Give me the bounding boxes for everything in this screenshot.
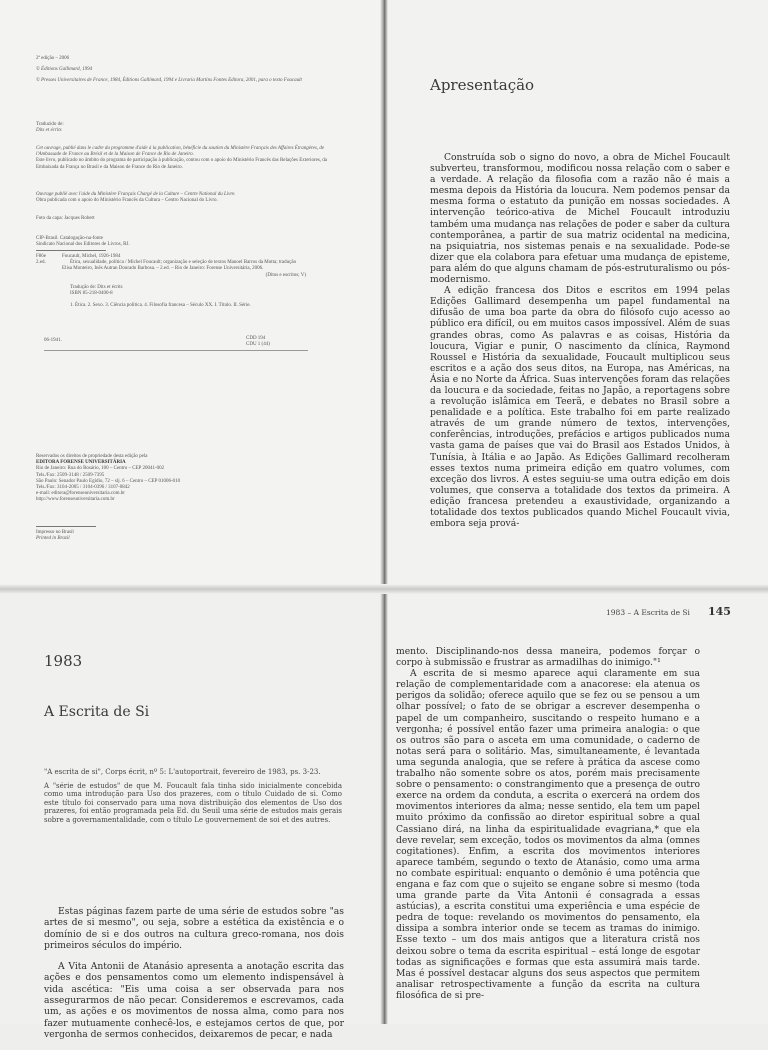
- program-portuguese: Este livro, publicado no âmbito do programa de participação à publicação, contou com o apoio do Ministério Francês das Relações Exteriores, da Embaixada da França no Brasil e da Maison de France do Rio de Janeiro.: [36, 158, 328, 170]
- catalog-series: (Ditos e escritos; V): [265, 272, 306, 278]
- cip-rule: [36, 250, 106, 251]
- translated-from-title: Dits et écrits: [36, 128, 62, 134]
- printed-block: [36, 530, 336, 542]
- program-french: Cet ouvrage, publié dans le cadre du programme d'aide à la publication, bénéficie du soutien du Ministère Français des Affaires Étrangères, de l'Ambassade de France au Brésil et de la Maison de France de Rio de Janeiro.: [36, 146, 325, 158]
- printed-pt: Impresso no Brasil: [36, 530, 74, 535]
- catalog-number: [44, 338, 104, 344]
- cip-line-2: Sindicato Nacional dos Editores de Livros, RJ.: [36, 242, 130, 248]
- support-portuguese: Obra publicada com o apoio do Ministério Francês da Cultura – Centro Nacional do Livro.: [36, 198, 218, 204]
- rio-address: Rio de Janeiro: Rua do Rosário, 100 – Centro – CEP 20041-002: [36, 466, 165, 472]
- translated-from-label: Traduzido de:: [36, 122, 64, 127]
- catalog-bottom-rule: [44, 350, 308, 351]
- continuation-body: [396, 646, 700, 1001]
- cdd: CDD 194: [246, 336, 266, 341]
- copyright-puf: © Presses Universitaires de France, 1984, Éditions Gallimard, 1994 e Livraria Martins Fontes Editora, 2001, para o texto Foucault: [36, 78, 302, 84]
- catalog-description: Ética, sexualidade, política / Michel Foucault; organização e seleção de textos Manoel Barros da Motta; tradução Elisa Monteiro, Inês Autran Dourado Barbosa. – 2.ed. – Rio de Janeiro: Forense Universitária, 2006.: [62, 260, 297, 272]
- source-note: "A escrita de si", Corps écrit, nº 5: L'autoportrait, fevereiro de 1983, ps. 3-23.: [44, 768, 321, 776]
- publisher-email: e-mail: editora@forenseuniversitaria.com.br: [36, 491, 125, 497]
- printed-en: Printed in Brazil: [36, 536, 70, 542]
- series-note: A "série de estudos" de que M. Foucault fala tinha sido inicialmente concebida como uma introdução para Uso dos prazeres, com o título Cuidado de si. Como este título foi conservado para uma nova distribuição dos elementos de Uso dos prazeres, foi então programada pela Ed. du Seuil uma série de estudos mais gerais sobre a governamentalidade, com o título Le gouvernement de soi et des autres.: [44, 782, 342, 824]
- cover-photo-text: Foto da capa: Jacques Robert: [36, 216, 95, 221]
- sp-address: São Paulo: Senador Paulo Egídio, 72 – slj. 6 – Centro – CEP 01006-010: [36, 478, 181, 484]
- copyright-gallimard: © Éditions Gallimard, 1994: [36, 67, 93, 73]
- page-number: 145: [708, 605, 731, 618]
- apresentacao-body: [430, 152, 730, 529]
- publisher-name: EDITORA FORENSE UNIVERSITÁRIA: [36, 460, 126, 466]
- apresentacao-paragraph-1: Construída sob o signo do novo, a obra de Michel Foucault subverteu, transformou, modificou nossa relação com o saber e a verdade. A relação da filosofia com a razão não é mais a mesma depois da História da loucura. Nem podemos pensar da mesma forma o estatuto da punição em nossas sociedades. A intervenção teórico-ativa de Michel Foucault introduziu também uma mudança nas relações de poder e saber da cultura contemporânea, a partir de sua matriz ocidental na medicina, na psiquiatria, nos sistemas penais e na sexualidade. Pode-se dizer que ela colabora para efetuar uma mudança de episteme, para além do que alguns chamam de pós-estruturalismo ou pós-modernismo.: [430, 152, 730, 286]
- catalog-author: Foucault, Michel, 1926-1984: [62, 254, 121, 259]
- catalog-code-1: F86e: [36, 254, 46, 259]
- continuation-paragraph-2: A escrita de si mesmo aparece aqui claramente em sua relação de complementaridade com a anacorese: ela atenua os perigos da solidão; oferece aquilo que se fez ou se pensou a um olhar possível; o fato de se obrigar a escrever desempenha o papel de um companheiro, suscitando o respeito humano e a vergonha; é possível então fazer uma primeira analogia: o que os outros são para o asceta em uma comunidade, o caderno de notas será para o solitário. Mas, simultaneamente, é levantada uma segunda analogia, que se refere à prática da ascese como trabalho não somente sobre os atos, porém mais precisamente sobre o pensamento: o constrangimento que a presença de outro exerce na ordem da conduta, a escrita o exercerá na ordem dos movimentos interiores da alma; nesse sentido, ela tem um papel muito próximo da confissão ao diretor espiritual sobre a qual Cassiano dirá, na linha da espiritualidade evagriana,* que ela deve revelar, sem exceção, todos os movimentos da alma (omnes cogitationes). Enfim, a escrita dos movimentos interiores aparece também, segundo o texto de Atanásio, como uma arma no combate espiritual: enquanto o demônio é uma potência que engana e faz com que o sujeito se engane sobre si mesmo (toda uma grande parte da Vita Antonii é consagrada a essas astúcias), a escrita constitui uma experiência e uma espécie de pedra de toque: revelando os movimentos do pensamento, ela dissipa a sombra interior onde se tecem as tramas do inimigo. Esse texto – um dos mais antigos que a literatura cristã nos deixou sobre o tema da escrita espiritual – está longe de esgotar todas as significações e formas que esta assumirá mais tarde. Mas é possível destacar alguns dos seus aspectos que permitem analisar retrospectivamente a função da escrita na cultura filosófica de si pre-: [396, 668, 700, 1001]
- catalog-translation: Tradução de: Dits et écrits: [70, 284, 123, 290]
- cip-line-1: CIP-Brasil. Catalogação-na-fonte: [36, 236, 103, 241]
- chapter-year: 1983: [44, 652, 83, 670]
- book-gutter: [380, 0, 388, 1024]
- catalog-isbn: ISBN 85-218-0400-8: [70, 291, 113, 297]
- cip-block: [36, 236, 336, 248]
- chapter-paragraph-2: A Vita Antonii de Atanásio apresenta a anotação escrita das ações e dos pensamentos como um elemento indispensável à vida ascética: "Eis uma coisa a ser observada para nos assegurarmos de não pecar. Consideremos e escrevamos, cada um, as ações e os movimentos de nossa alma, como para nos fazer mutuamente conhecê-los, e estejamos certos de que, por vergonha de sermos conhecidos, deixaremos de pecar, e nada: [44, 961, 344, 1040]
- rights-line: Reservados os direitos de propriedade desta edição pela: [36, 454, 148, 459]
- program-block: [36, 146, 336, 171]
- sp-phones: Tels./Fax: 3104-2005 / 3104-0396 / 3107-0842: [36, 485, 130, 491]
- catalog-codes: [36, 254, 60, 266]
- publisher-block: [36, 454, 336, 504]
- catalog-record: [62, 254, 306, 309]
- continuation-paragraph-1: mento. Disciplinando-nos dessa maneira, podemos forçar o corpo à submissão e frustrar as armadilhas do inimigo."¹: [396, 646, 700, 669]
- edition-line: 2ª edição – 2006: [36, 56, 70, 61]
- publisher-site: http://www.forenseuniversitaria.com.br: [36, 497, 115, 503]
- rio-phones: Tels./Fax: 2509-3148 / 2509-7395: [36, 472, 105, 478]
- chapter-paragraph-1: Estas páginas fazem parte de uma série de estudos sobre "as artes de si mesmo", ou seja, sobre a estética da existência e o domínio de si e dos outros na cultura greco-romana, nos dois primeiros séculos do império.: [44, 906, 344, 951]
- chapter-body: [44, 906, 344, 1050]
- cdu: CDU 1 (44): [246, 342, 270, 348]
- running-head: 1983 – A Escrita de Si: [606, 608, 690, 617]
- apresentacao-heading: Apresentação: [430, 76, 535, 94]
- translation-block: [36, 122, 336, 134]
- apresentacao-paragraph-2: A edição francesa dos Ditos e escritos em 1994 pelas Edições Gallimard desempenha um papel fundamental na difusão de uma boa parte da obra do filósofo cujo acesso ao público era difícil, ou em muitos casos impossível. Além de suas grandes obras, como As palavras e as coisas, História da loucura, Vigiar e punir, O nascimento da clínica, Raymond Roussel e História da sexualidade, Foucault multiplicou seus escritos e a ação dos seus ditos, na Europa, nas Américas, na Ásia e no Norte da África. Suas intervenções foram das relações da loucura e da sociedade, feitas no Japão, a reportagens sobre a revolução islâmica em Teerã, e debates no Brasil sobre a penalidade e a política. Este trabalho foi em parte realizado através de um grande número de textos, intervenções, conferências, introduções, prefácios e artigos publicados numa vasta gama de países que vai do Brasil aos Estados Unidos, à Tunísia, à Itália e ao Japão. As Edições Gallimard recolheram esses textos numa primeira edição em quatro volumes, com exceção dos livros. A estes seguiu-se uma outra edição em dois volumes, que conserva a totalidade dos textos da primeira. A edição francesa pretendeu a exaustividade, organizando a totalidade dos textos publicados quando Michel Foucault vivia, embora seja prová-: [430, 285, 730, 530]
- catalog-code-2: 2.ed.: [36, 260, 46, 266]
- support-french: Ouvrage publié avec l'aide du Ministère Français Chargé de la Culture – Centre National du Livre.: [36, 192, 236, 197]
- chapter-title: A Escrita de Si: [44, 704, 150, 720]
- catalog-number-text: 06-1941.: [44, 338, 62, 343]
- classification-block: [246, 336, 306, 348]
- catalog-subjects: 1. Ética. 2. Sexo. 3. Ciência política. 4. Filosofia francesa – Século XX. I. Título. II. Série.: [70, 303, 251, 309]
- cover-photo-credit: [36, 216, 336, 222]
- scan-divider: [0, 584, 768, 594]
- credits-edition-block: [36, 56, 336, 85]
- support-block: [36, 192, 336, 204]
- printed-rule: [36, 526, 96, 527]
